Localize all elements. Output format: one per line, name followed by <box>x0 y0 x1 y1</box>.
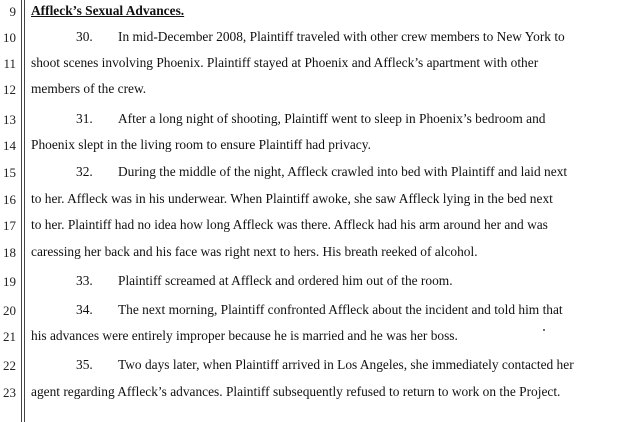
line-number: 13 <box>3 112 16 127</box>
line-number: 9 <box>9 4 16 19</box>
line-number: 22 <box>3 358 16 373</box>
line-number: 23 <box>3 385 16 400</box>
pleading-line <box>0 244 639 270</box>
paragraph-text: Plaintiff screamed at Affleck and ordered him out of the room. <box>118 273 453 288</box>
pleading-line <box>0 111 639 137</box>
pleading-line <box>0 328 639 354</box>
section-heading: Affleck’s Sexual Advances. <box>31 3 185 18</box>
paragraph-text: to her. Affleck was in his underwear. When Plaintiff awoke, she saw Affleck lying in the bed next <box>31 191 553 206</box>
paragraph-text: to her. Plaintiff had no idea how long Affleck was there. Affleck had his arm around her and was <box>31 217 548 232</box>
paragraph-text: shoot scenes involving Phoenix. Plaintiff stayed at Phoenix and Affleck’s apartment with other <box>31 55 539 70</box>
line-number: 10 <box>3 30 16 45</box>
paragraph-text: The next morning, Plaintiff confronted Affleck about the incident and told him that <box>118 302 563 317</box>
line-number: 18 <box>3 245 16 260</box>
paragraph-text: Two days later, when Plaintiff arrived in Los Angeles, she immediately contacted her <box>118 357 574 372</box>
paragraph-text: After a long night of shooting, Plaintiff went to sleep in Phoenix’s bedroom and <box>118 111 546 126</box>
paragraph-number: 35. <box>76 357 93 372</box>
paragraph-text: During the middle of the night, Affleck crawled into bed with Plaintiff and laid next <box>118 164 568 179</box>
pleading-line <box>0 273 639 299</box>
line-number: 20 <box>3 303 16 318</box>
line-number: 11 <box>3 56 16 71</box>
pleading-line <box>0 217 639 243</box>
line-number: 14 <box>3 138 16 153</box>
paragraph-text: In mid-December 2008, Plaintiff traveled with other crew members to New York to <box>118 29 565 44</box>
paragraph-number: 34. <box>76 302 93 317</box>
line-number: 19 <box>3 274 16 289</box>
line-number: 17 <box>3 218 16 233</box>
pleading-line <box>0 29 639 55</box>
paragraph-text: members of the crew. <box>31 81 147 96</box>
line-number: 16 <box>3 192 16 207</box>
pleading-line <box>0 81 639 107</box>
paragraph-text: Phoenix slept in the living room to ensure Plaintiff had privacy. <box>31 137 371 152</box>
paragraph-number: 32. <box>76 164 93 179</box>
pleading-line <box>0 55 639 81</box>
pleading-line <box>0 137 639 163</box>
scan-speck <box>543 329 545 331</box>
paragraph-number: 30. <box>76 29 93 44</box>
paragraph-number: 31. <box>76 111 93 126</box>
pleading-line <box>0 357 639 383</box>
pleading-line <box>0 191 639 217</box>
line-number: 12 <box>3 82 16 97</box>
line-number: 21 <box>3 329 16 344</box>
pleading-line <box>0 384 639 410</box>
pleading-line <box>0 3 639 29</box>
pleading-line <box>0 164 639 190</box>
pleading-line <box>0 302 639 328</box>
paragraph-number: 33. <box>76 273 93 288</box>
line-number: 15 <box>3 165 16 180</box>
paragraph-text: agent regarding Affleck’s advances. Plaintiff subsequently refused to return to work on the Project. <box>31 384 561 399</box>
paragraph-text: his advances were entirely improper because he is married and he was her boss. <box>31 328 458 343</box>
paragraph-text: caressing her back and his face was right next to hers. His breath reeked of alcohol. <box>31 244 478 259</box>
